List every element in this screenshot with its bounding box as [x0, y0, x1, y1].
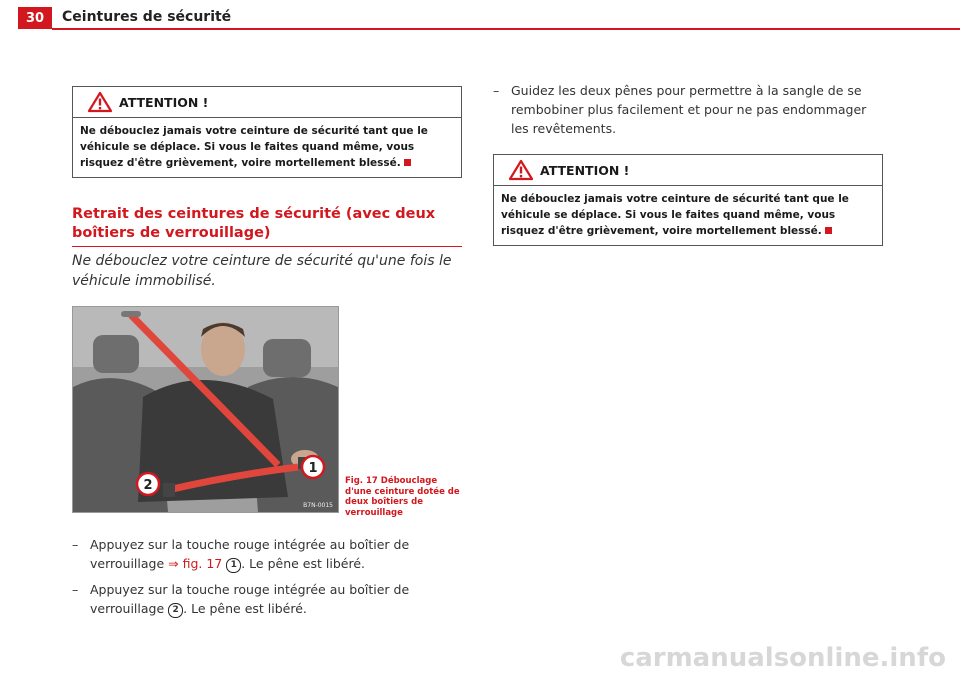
page-header — [0, 0, 960, 30]
warning-triangle-icon — [87, 91, 113, 113]
figure-caption: Fig. 17 Débouclage d'une ceinture dotée de deux boîtiers de verrouillage — [345, 476, 460, 518]
image-code: B7N-0015 — [303, 502, 333, 509]
step-1-text: Appuyez sur la touche rouge intégrée au boîtier de verrouillage — [90, 537, 410, 571]
section-title: Retrait des ceintures de sécurité (avec deux boîtiers de verrouillage) — [72, 205, 462, 247]
warning-body: Ne débouclez jamais votre ceinture de sécurité tant que le véhicule se déplace. Si vous le faites quand même, vous risquez d'être grièvement, voire mortellement blessé. — [501, 193, 849, 237]
callout-marker-1: 1 — [226, 558, 241, 573]
callout-2: 2 — [143, 478, 153, 493]
warning-title: ATTENTION ! — [540, 163, 630, 178]
end-of-section-marker — [404, 159, 411, 166]
warning-text — [494, 186, 882, 245]
seatbelt-illustration — [73, 307, 338, 512]
warning-box-left — [72, 86, 462, 178]
step-1 — [72, 535, 464, 573]
step-dash: – — [72, 582, 79, 597]
warning-header — [73, 87, 461, 118]
step-dash: – — [72, 537, 79, 552]
figure-reference-link[interactable]: ⇒ fig. 17 — [168, 556, 223, 571]
page-number: 30 — [18, 7, 52, 29]
warning-header — [494, 155, 882, 186]
chapter-title: Ceintures de sécurité — [62, 9, 232, 25]
header-rule — [52, 28, 960, 30]
step-dash: – — [493, 83, 500, 98]
warning-triangle-icon — [508, 159, 534, 181]
warning-body: Ne débouclez jamais votre ceinture de sécurité tant que le véhicule se déplace. Si vous le faites quand même, vous risquez d'être grièvement, voire mortellement blessé. — [80, 125, 428, 169]
warning-box-right — [493, 154, 883, 246]
warning-text — [73, 118, 461, 177]
step-3-text: Guidez les deux pênes pour permettre à la sangle de se rembobiner plus facilement et pour ne pas endommager les revêtements. — [511, 83, 867, 136]
step-2 — [72, 580, 464, 618]
watermark: carmanualsonline.info — [619, 643, 946, 673]
figure-seatbelt-photo — [72, 306, 339, 513]
step-2-text-end: . Le pêne est libéré. — [183, 601, 307, 616]
callout-marker-2: 2 — [168, 603, 183, 618]
warning-title: ATTENTION ! — [119, 95, 209, 110]
end-of-section-marker — [825, 227, 832, 234]
step-1-text-end: . Le pêne est libéré. — [241, 556, 365, 571]
section-intro: Ne débouclez votre ceinture de sécurité qu'une fois le véhicule immobilisé. — [72, 253, 452, 289]
callout-1: 1 — [308, 461, 318, 476]
step-3 — [493, 81, 878, 138]
step-2-text: Appuyez sur la touche rouge intégrée au boîtier de verrouillage — [90, 582, 410, 616]
